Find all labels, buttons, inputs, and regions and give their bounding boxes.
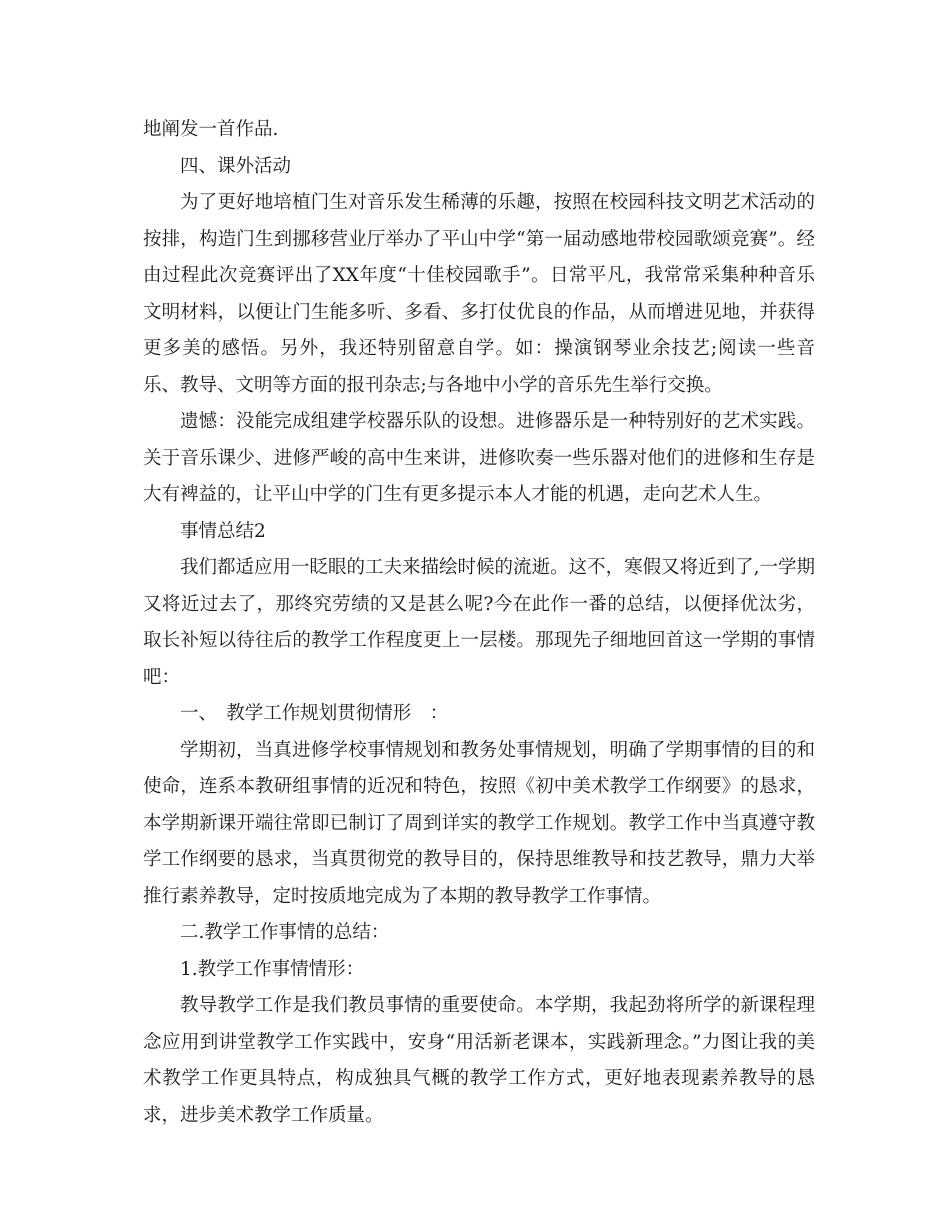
heading-teaching-plan: 一、 教学工作规划贯彻情形 ：: [180, 703, 449, 724]
paragraph-introduction: 我们都适应用一眨眼的工夫来描绘时候的流逝。这不，寒假又将近到了,一学期又将近过去了，那终究劳绩的又是甚么呢?今在此作一番的总结，以便择优汰劣，取长补短以待往后的教学工作程度更上一层楼。那现先子细地回首这一学期的事情吧：: [143, 557, 815, 688]
heading-teaching-situation: 1.教学工作事情情形：: [180, 958, 365, 980]
paragraph-activities: 为了更好地培植门生对音乐发生稀薄的乐趣，按照在校园科技文明艺术活动的按排，构造门生到挪移营业厅举办了平山中学“第一届动感地带校园歌颂竞赛”。经由过程此次竞赛评出了XX年度“十佳校园歌手”。日常平凡，我常常采集种种音乐文明材料，以便让门生能多听、多看、多打仗优良的作品，从而增进见地，并获得更多美的感悟。另外，我还特别留意自学。如：操演钢琴业余技艺;阅读一些音乐、教导、文明等方面的报刊杂志;与各地中小学的音乐先生举行交换。: [143, 192, 815, 396]
heading-summary-2: 事情总结2: [180, 520, 266, 542]
paragraph-regret: 遗憾：没能完成组建学校器乐队的设想。进修器乐是一种特别好的艺术实践。关于音乐课少、进修严峻的高中生来讲，进修吹奏一些乐器对他们的进修和生存是大有裨益的，让平山中学的门生有更多提示本人才能的机遇，走向艺术人生。: [143, 411, 815, 505]
heading-extracurricular-activities: 四、课外活动: [180, 155, 292, 177]
paragraph-teaching-plan: 学期初，当真进修学校事情规划和教务处事情规划，明确了学期事情的目的和使命，连系本教研组事情的近况和特色，按照《初中美术教学工作纲要》的恳求，本学期新课开端往常即已制订了周到详实的教学工作规划。教学工作中当真遵守教学工作纲要的恳求，当真贯彻党的教导目的，保持思维教导和技艺教导，鼎力大举推行素养教导，定时按质地完成为了本期的教导教学工作事情。: [143, 739, 815, 907]
paragraph-continuation: 地阐发一首作品.: [143, 119, 279, 140]
heading-teaching-summary: 二.教学工作事情的总结：: [180, 922, 390, 943]
document-body: [143, 112, 815, 1134]
paragraph-teaching-situation: 教导教学工作是我们教员事情的重要使命。本学期，我起劲将所学的新课程理念应用到讲堂教学工作实践中，安身“用活新老课本，实践新理念。”力图让我的美术教学工作更具特点，构成独具气概的教学工作方式，更好地表现素养教导的恳求，进步美术教学工作质量。: [143, 995, 815, 1126]
